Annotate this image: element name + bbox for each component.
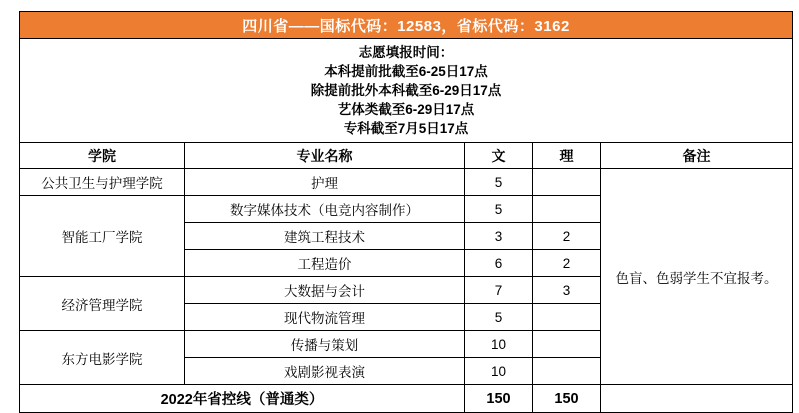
- wen-count: 5: [465, 196, 533, 223]
- major-name: 大数据与会计: [185, 277, 465, 304]
- li-count: [533, 331, 601, 358]
- table-row: [20, 169, 793, 196]
- table-header-row: [20, 143, 793, 169]
- header-wen: 文: [465, 143, 533, 169]
- remark-text: 色盲、色弱学生不宜报考。: [601, 169, 793, 385]
- header-li: 理: [533, 143, 601, 169]
- header-remark: 备注: [601, 143, 793, 169]
- control-line-wen: 150: [465, 385, 533, 413]
- major-name: 现代物流管理: [185, 304, 465, 331]
- li-count: [533, 169, 601, 196]
- wen-count: 3: [465, 223, 533, 250]
- province-title: 四川省——国标代码：12583，省标代码：3162: [20, 12, 793, 39]
- li-count: [533, 304, 601, 331]
- li-count: [533, 358, 601, 385]
- li-count: [533, 196, 601, 223]
- notice-line-1: 志愿填报时间：: [358, 44, 454, 60]
- major-name: 工程造价: [185, 250, 465, 277]
- notice-line-4: 艺体类截至6-29日17点: [337, 101, 475, 117]
- major-name: 数字媒体技术（电竞内容制作）: [185, 196, 465, 223]
- notice-row: [20, 39, 793, 143]
- wen-count: 6: [465, 250, 533, 277]
- control-line-li: 150: [533, 385, 601, 413]
- wen-count: 5: [465, 304, 533, 331]
- li-count: 2: [533, 250, 601, 277]
- major-name: 建筑工程技术: [185, 223, 465, 250]
- wen-count: 5: [465, 169, 533, 196]
- major-name: 戏剧影视表演: [185, 358, 465, 385]
- title-row: [20, 12, 793, 39]
- li-count: 2: [533, 223, 601, 250]
- li-count: 3: [533, 277, 601, 304]
- control-line-remark: [601, 385, 793, 413]
- major-name: 护理: [185, 169, 465, 196]
- college-name: 公共卫生与护理学院: [20, 169, 185, 196]
- header-major: 专业名称: [185, 143, 465, 169]
- college-name: 经济管理学院: [20, 277, 185, 331]
- notice-line-3: 除提前批外本科截至6-29日17点: [310, 82, 502, 98]
- major-name: 传播与策划: [185, 331, 465, 358]
- college-name: 智能工厂学院: [20, 196, 185, 277]
- wen-count: 7: [465, 277, 533, 304]
- wen-count: 10: [465, 331, 533, 358]
- admission-plan-table: [19, 11, 793, 413]
- application-notice: [20, 39, 793, 143]
- wen-count: 10: [465, 358, 533, 385]
- provincial-control-line-row: [20, 385, 793, 413]
- control-line-label: 2022年省控线（普通类）: [20, 385, 465, 413]
- notice-line-5: 专科截至7月5日17点: [343, 120, 469, 136]
- notice-line-2: 本科提前批截至6-25日17点: [324, 63, 488, 79]
- college-name: 东方电影学院: [20, 331, 185, 385]
- header-college: 学院: [20, 143, 185, 169]
